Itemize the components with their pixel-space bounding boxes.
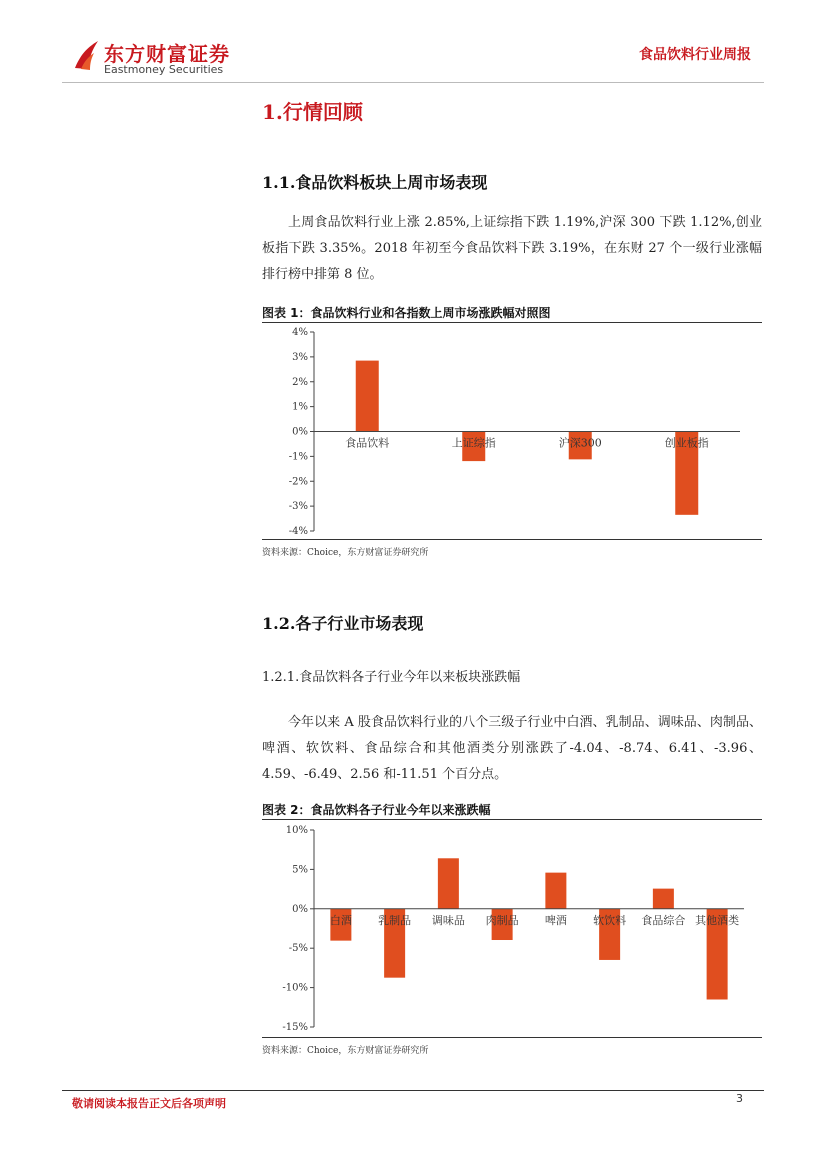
y-tick-label: -10% bbox=[282, 982, 308, 994]
page-number: 3 bbox=[736, 1092, 743, 1105]
header-divider bbox=[62, 82, 764, 83]
y-tick-label: 4% bbox=[292, 327, 308, 338]
y-tick-label: 5% bbox=[292, 864, 308, 876]
figure-1-title: 图表 1：食品饮料行业和各指数上周市场涨跌幅对照图 bbox=[262, 306, 551, 320]
figure-1-source: 资料来源：Choice，东方财富证券研究所 bbox=[262, 548, 429, 558]
x-category-label: 白酒 bbox=[329, 913, 352, 927]
y-tick-label: 0% bbox=[292, 903, 308, 915]
x-category-label: 调味品 bbox=[431, 913, 465, 927]
x-category-label: 其他酒类 bbox=[695, 913, 740, 927]
footer-disclaimer: 敬请阅读本报告正文后各项声明 bbox=[72, 1097, 226, 1110]
subsection-title-1-1: 1.1.食品饮料板块上周市场表现 bbox=[262, 173, 488, 192]
x-category-label: 创业板指 bbox=[664, 436, 709, 450]
figure-1-bar-chart bbox=[262, 324, 762, 538]
footer-divider bbox=[62, 1090, 764, 1091]
y-tick-label: -5% bbox=[288, 943, 308, 955]
bar bbox=[653, 889, 674, 909]
y-tick-label: -4% bbox=[288, 526, 308, 537]
x-category-label: 食品饮料 bbox=[345, 436, 390, 450]
report-type: 食品饮料行业周报 bbox=[639, 47, 751, 63]
x-category-label: 啤酒 bbox=[544, 913, 567, 927]
subsection-title-1-2: 1.2.各子行业市场表现 bbox=[262, 614, 424, 633]
bar bbox=[438, 858, 459, 909]
paragraph-subsectors: 今年以来 A 股食品饮料行业的八个三级子行业中白酒、乳制品、调味品、肉制品、啤酒、软饮料、食品综合和其他酒类分别涨跌了-4.04、-8.74、6.41、-3.96、4.59、-6.49、2.56 和-11.51 个百分点。 bbox=[262, 715, 762, 782]
x-category-label: 肉制品 bbox=[485, 913, 519, 927]
subsection-title-1-2-1: 1.2.1.食品饮料各子行业今年以来板块涨跌幅 bbox=[262, 670, 521, 685]
y-tick-label: 1% bbox=[292, 401, 308, 413]
figure-1-top-rule bbox=[262, 322, 762, 323]
bar bbox=[545, 873, 566, 909]
section-title: 1.行情回顾 bbox=[262, 100, 363, 124]
logo-text-en: Eastmoney Securities bbox=[104, 63, 224, 76]
y-tick-label: 2% bbox=[292, 376, 308, 388]
y-tick-label: -3% bbox=[288, 501, 308, 513]
y-tick-label: -2% bbox=[288, 476, 308, 488]
y-tick-label: 10% bbox=[285, 825, 308, 836]
logo-text-cn: 东方财富证券 bbox=[104, 42, 230, 66]
x-category-label: 上证综指 bbox=[451, 436, 496, 450]
figure-2-bottom-rule bbox=[262, 1037, 762, 1038]
figure-2-bar-chart bbox=[262, 821, 762, 1036]
figure-1-bottom-rule bbox=[262, 539, 762, 540]
eastmoney-logo-icon bbox=[72, 38, 102, 72]
figure-2-title: 图表 2：食品饮料各子行业今年以来涨跌幅 bbox=[262, 803, 491, 817]
figure-2-source: 资料来源：Choice，东方财富证券研究所 bbox=[262, 1046, 429, 1056]
y-tick-label: 3% bbox=[292, 351, 308, 363]
x-category-label: 软饮料 bbox=[593, 913, 627, 927]
figure-2-top-rule bbox=[262, 819, 762, 820]
y-tick-label: -1% bbox=[288, 451, 308, 463]
x-category-label: 食品综合 bbox=[641, 913, 686, 927]
bar bbox=[356, 361, 379, 432]
y-tick-label: 0% bbox=[292, 426, 308, 438]
y-tick-label: -15% bbox=[282, 1022, 308, 1033]
x-category-label: 沪深300 bbox=[558, 436, 602, 450]
x-category-label: 乳制品 bbox=[378, 913, 412, 927]
paragraph-market: 上周食品饮料行业上涨 2.85%,上证综指下跌 1.19%,沪深 300 下跌 1.12%,创业板指下跌 3.35%。2018 年初至今食品饮料下跌 3.19%，在东财 27 个一级行业涨幅排行榜中排第 8 位。 bbox=[262, 215, 762, 282]
